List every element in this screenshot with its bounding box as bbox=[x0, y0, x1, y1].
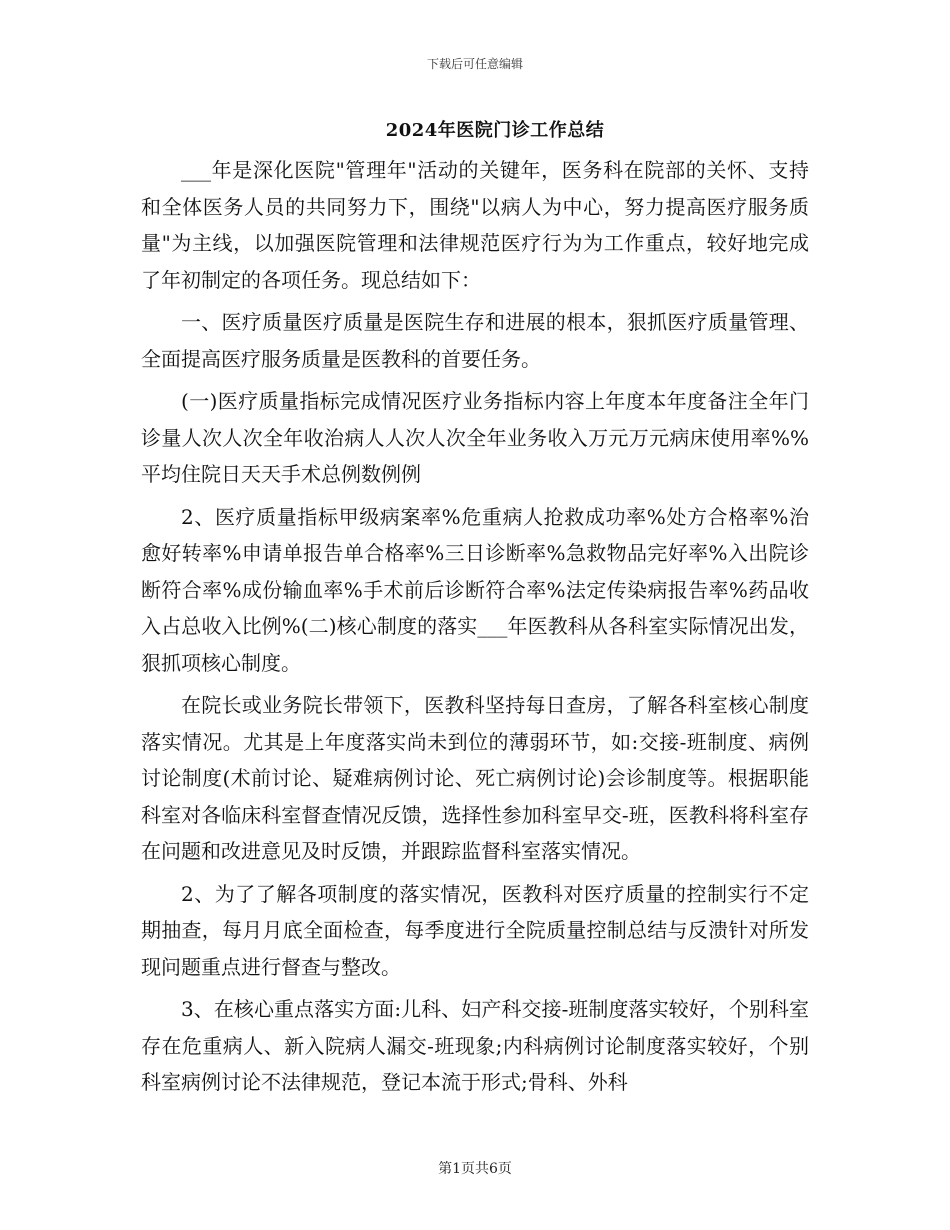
paragraph-inspection: 2、为了了解各项制度的落实情况，医教科对医疗质量的控制实行不定期抽查，每月月底全面检查，每季度进行全院质量控制总结与反溃针对所发现问题重点进行督查与整改。 bbox=[141, 881, 809, 979]
page-footer: 第1页共6页 bbox=[438, 1161, 512, 1177]
paragraph-medical-quality: 一、医疗质量医疗质量是医院生存和进展的根本，狠抓医疗质量管理、全面提高医疗服务质量是医教科的首要任务。 bbox=[141, 310, 809, 371]
paragraph-core-system: 在院长或业务院长带领下，医教科坚持每日查房，了解各科室核心制度落实情况。尤其是上年度落实尚未到位的薄弱环节，如:交接-班制度、病例讨论制度(术前讨论、疑难病例讨论、死亡病例讨论)会诊制度等。根据职能科室对各临床科室督查情况反馈，选择性参加科室早交-班，医教科将科室存在问题和改进意见及时反馈，并跟踪监督科室落实情况。 bbox=[141, 693, 809, 863]
document-title: 2024年医院门诊工作总结 bbox=[385, 120, 605, 141]
paragraph-implementation: 3、在核心重点落实方面:儿科、妇产科交接-班制度落实较好，个别科室存在危重病人、新入院病人漏交-班现象;内科病例讨论制度落实较好，个别科室病例讨论不法律规范，登记本流于形式;骨科、外科 bbox=[141, 997, 809, 1094]
paragraph-quality-indicators: (一)医疗质量指标完成情况医疗业务指标内容上年度本年度备注全年门诊量人次人次全年收治病人人次人次全年业务收入万元万元病床使用率%%平均住院日天天手术总例数例例 bbox=[141, 389, 809, 486]
paragraph-intro: ___年是深化医院"管理年"活动的关键年，医务科在院部的关怀、支持和全体医务人员的共同努力下，围绕"以病人为中心，努力提高医疗服务质量"为主线，以加强医院管理和法律规范医疗行为为工作重点，较好地完成了年初制定的各项任务。现总结如下： bbox=[141, 158, 809, 292]
paragraph-indicator-list: 2、医疗质量指标甲级病案率%危重病人抢救成功率%处方合格率%治愈好转率%申请单报告单合格率%三日诊断率%急救物品完好率%入出院诊断符合率%成份输血率%手术前后诊断符合率%法定传染病报告率%药品收入占总收入比例%(二)核心制度的落实___年医教科从各科室实际情况出发，狠抓项核心制度。 bbox=[141, 504, 809, 675]
header-note: 下载后可任意编辑 bbox=[426, 57, 523, 71]
document-body bbox=[141, 152, 809, 1101]
